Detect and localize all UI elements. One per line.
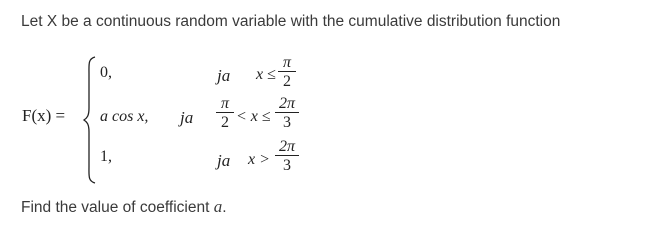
question-lead: Find the value of coefficient [21,199,214,216]
case-2-left-fraction: π 2 [216,96,234,130]
question-variable: a [213,197,223,216]
case-2-right-fraction: 2π 3 [275,96,299,130]
case-3-ja: ja [217,151,231,170]
case-2-condition: < x ≤ [236,108,271,125]
case-1-fraction: π 2 [278,55,296,89]
case-3-value: 1, [100,148,112,165]
case-2-ja: ja [180,108,194,127]
case-3-condition: x > [248,151,270,168]
question-text [21,197,227,217]
question-end: . [222,199,227,216]
case-3-fraction: 2π 3 [275,139,299,173]
function-lhs: F(x) = [22,106,66,125]
left-brace-icon [82,56,98,184]
case-1-condition: x ≤ [256,66,276,83]
case-2-value: a cos x, [100,108,149,125]
case-1-value: 0, [100,64,112,81]
problem-intro: Let X be a continuous random variable with the cumulative distribution function [21,13,561,30]
case-1-ja: ja [217,66,231,85]
